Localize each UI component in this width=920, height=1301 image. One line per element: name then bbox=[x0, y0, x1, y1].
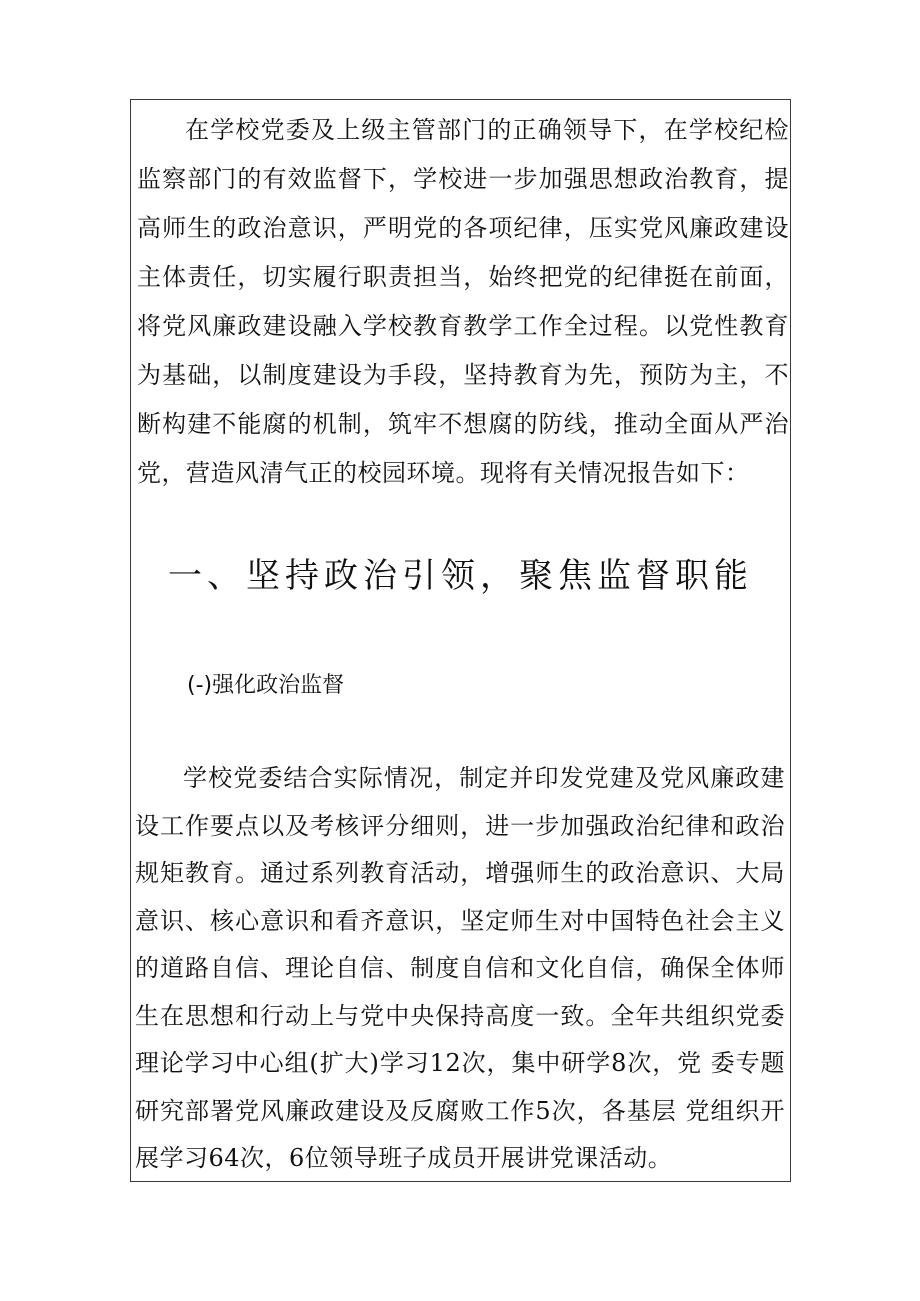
intro-paragraph: 在学校党委及上级主管部门的正确领导下，在学校纪检 监察部门的有效监督下，学校进一步加强思想政治教育，提 高师生的政治意识，严明党的各项纪律，压实党风廉政建设 主体责任，切实履行职责担当，始终把党的纪律挺在前面， 将党风廉政建设融入学校教育教学工作全过程。以党性教育 为基础，以制度建设为手段，坚持教育为先，预防为主，不 断构建不能腐的机制，筑牢不想腐的防线，推动全面从严治 党，营造风清气正的校园环境。现将有关情况报告如下： bbox=[137, 116, 789, 487]
sub-heading: (-)强化政治监督 bbox=[187, 673, 345, 698]
body-paragraph: 学校党委结合实际情况，制定并印发党建及党风廉政建 设工作要点以及考核评分细则，进一步加强政治纪律和政治 规矩教育。通过系列教育活动，增强师生的政治意识、大局 意识、核心意识和看齐意识，坚定师生对中国特色社会主义 的道路自信、理论自信、制度自信和文化自信，确保全体师 生在思想和行动上与党中央保持高度一致。全年共组织党委 理论学习中心组(扩大)学习12次，集中研学8次，党 委专题研究部署党风廉政建设及反腐败工作5次，各基层 党组织开展学习64次，6位领导班子成员开展讲党课活动。 bbox=[135, 764, 785, 1172]
section-heading: 一、坚持政治引领，聚焦监督职能 bbox=[168, 556, 753, 596]
